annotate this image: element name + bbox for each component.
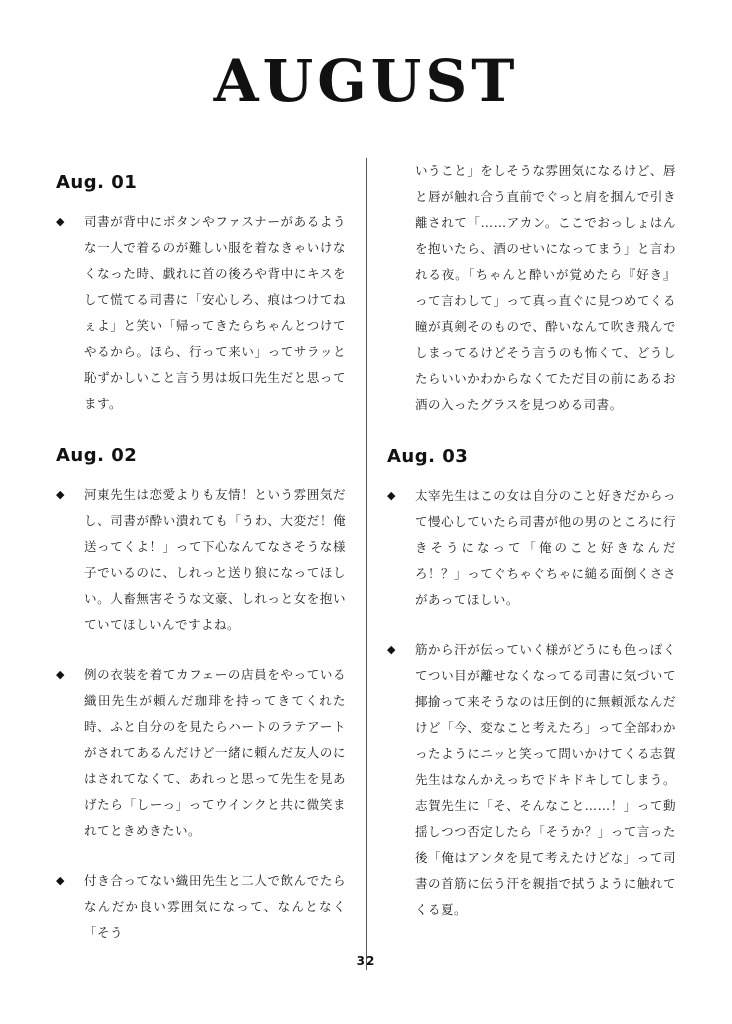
diamond-bullet-icon: ◆ [56, 667, 65, 681]
continuation-text: いうこと」をしそうな雰囲気になるけど、唇と唇が触れ合う直前でぐっと肩を掴んで引き離されて「……アカン。ここでおっしょはんを抱いたら、酒のせいになってまう」と言われる夜。「ちゃんと酔いが覚めたら『好き』って言わして」って真っ直ぐに見つめてくる瞳が真剣そのもので、酔いなんて吹き飛んでしまってるけどそう言うのも怖くて、どうしたらいいかわからなくてただ目の前にあるお酒の入ったグラスを見つめる司書。 [415, 162, 676, 412]
diamond-bullet-icon: ◆ [56, 873, 65, 887]
entry-text: 河東先生は恋愛よりも友情！という雰囲気だし、司書が酔い潰れても「うわ、大変だ！俺送ってくよ！」って下心なんてなさそうな様子でいるのに、しれっと送り狼になってほしい。人畜無害そうな文豪、しれっと女を抱いていてほしいんですよね。 [84, 486, 346, 632]
entry [56, 868, 346, 946]
page-title: AUGUST [213, 47, 519, 115]
entry-text: 太宰先生はこの女は自分のこと好きだからって慢心していたら司書が他の男のところに行きそうになって「俺のこと好きなんだろ！？」ってぐちゃぐちゃに縋る面倒くささがあってほしい。 [415, 487, 676, 607]
entry-text: 付き合ってない織田先生と二人で飲んでたらなんだか良い雰囲気になって、なんとなく「そう [84, 872, 346, 940]
entry-text: 筋から汗が伝っていく様がどうにも色っぽくてつい目が離せなくなってる司書に気づいて揶揄って来そうなのは圧倒的に無頼派なんだけど「今、変なこと考えたろ」って全部わかったようにニッと笑って問いかけてくる志賀先生はなんかえっちでドキドキしてしまう。志賀先生に「そ、そんなこと……！」って動揺しつつ否定したら「そうか？」って言った後「俺はアンタを見て考えたけどな」って司書の首筋に伝う汗を親指で拭うように触れてくる夏。 [415, 641, 676, 917]
two-column-layout [56, 158, 676, 970]
entry [387, 637, 676, 923]
entry [56, 662, 346, 844]
entry [56, 209, 346, 417]
diamond-bullet-icon: ◆ [387, 642, 396, 656]
entry [387, 483, 676, 613]
date-heading-aug-01: Aug. 01 [56, 171, 138, 193]
entry [56, 482, 346, 638]
diamond-bullet-icon: ◆ [56, 487, 65, 501]
entry-text: 司書が背中にボタンやファスナーがあるような一人で着るのが難しい服を着なきゃいけなくなった時、戯れに首の後ろや背中にキスをして慌てる司書に「安心しろ、痕はつけてねぇよ」と笑い「帰ってきたらちゃんとつけてやるから。ほら、行って来い」ってサラッと恥ずかしいこと言う男は坂口先生だと思ってます。 [84, 213, 346, 411]
left-column [56, 158, 366, 970]
entry-text: 例の衣装を着てカフェーの店員をやっている織田先生が頼んだ珈琲を持ってきてくれた時、ふと自分のを見たらハートのラテアートがされてあるんだけど一緒に頼んだ友人のにはされてなくて、あれっと思って先生を見あげたら「しーっ」ってウインクと共に微笑まれてときめきたい。 [84, 666, 346, 838]
page-number: 32 [356, 954, 376, 968]
date-heading-aug-03: Aug. 03 [387, 445, 469, 467]
right-column [366, 158, 676, 970]
date-heading-aug-02: Aug. 02 [56, 444, 138, 466]
diamond-bullet-icon: ◆ [387, 488, 396, 502]
diamond-bullet-icon: ◆ [56, 214, 65, 228]
